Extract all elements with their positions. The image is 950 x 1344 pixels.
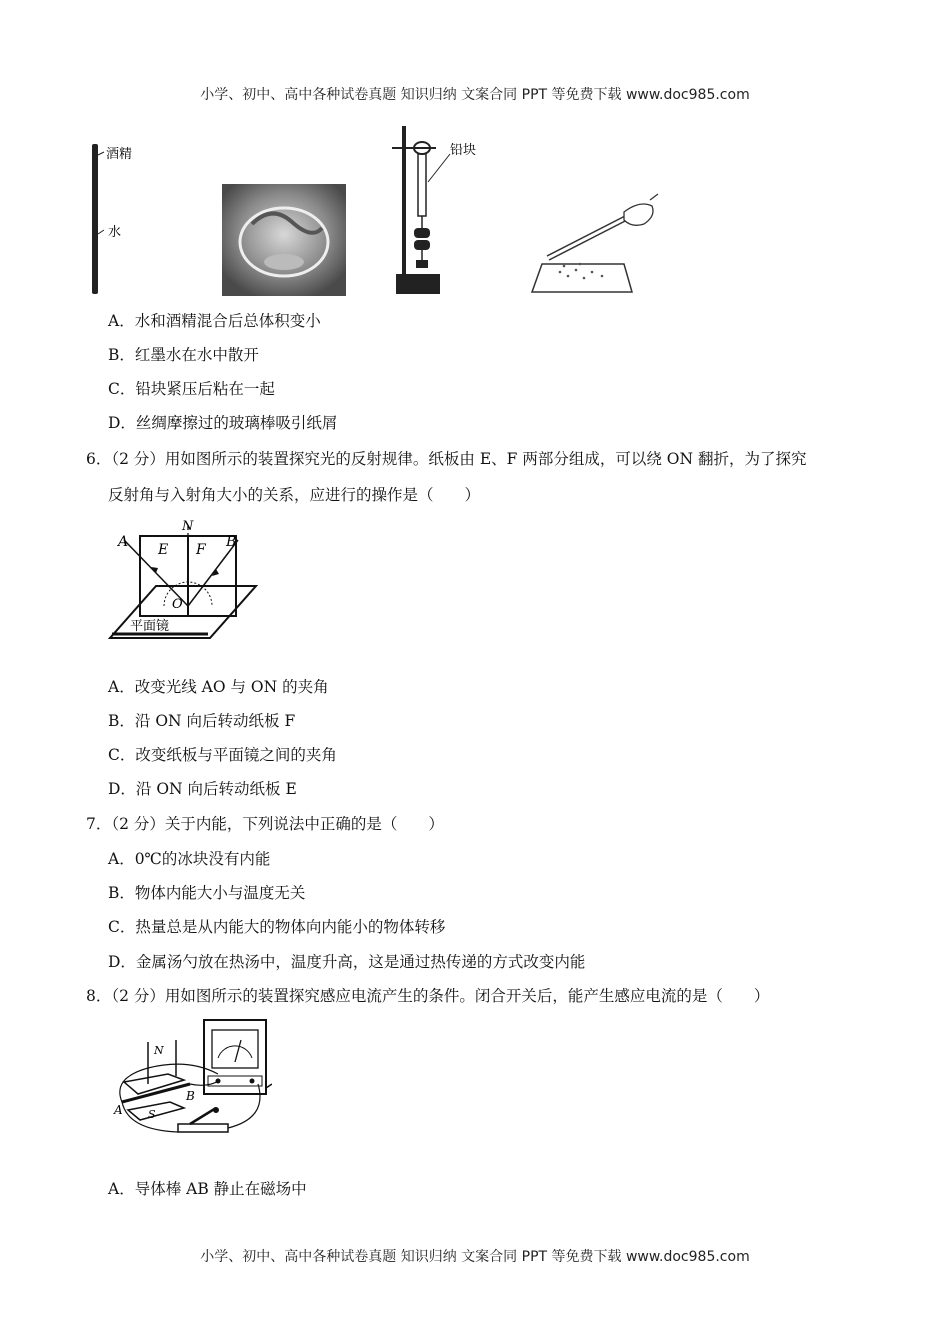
q7-stem: 7．（2 分）关于内能，下列说法中正确的是（ ） [86, 815, 444, 833]
q8-label-n: N [154, 1044, 164, 1057]
q6-label-b: B [226, 534, 237, 550]
q8-option-a: A．导体棒 AB 静止在磁场中 [108, 1180, 307, 1198]
q6-option-a: A．改变光线 AO 与 ON 的夹角 [108, 678, 329, 696]
q6-label-e: E [158, 542, 169, 558]
page-header: 小学、初中、高中各种试卷真题 知识归纳 文案合同 PPT 等免费下载 www.doc985.com [200, 87, 750, 103]
q6-stem-line1: 6．（2 分）用如图所示的装置探究光的反射规律。纸板由 E、F 两部分组成，可以绕 ON 翻折，为了探究 [86, 450, 807, 468]
q6-label-n: N [182, 519, 194, 534]
q5-option-c: C．铅块紧压后粘在一起 [108, 380, 275, 398]
q5-glass-rod-figure [520, 180, 660, 298]
q5-lead-label: 铅块 [450, 143, 477, 158]
q6-option-c: C．改变纸板与平面镜之间的夹角 [108, 746, 337, 764]
q6-label-f: F [196, 542, 206, 558]
q6-stem-line2: 反射角与入射角大小的关系，应进行的操作是（ ） [108, 486, 481, 504]
q6-option-b: B．沿 ON 向后转动纸板 F [108, 712, 296, 730]
q7-option-c: C．热量总是从内能大的物体向内能小的物体转移 [108, 918, 446, 936]
q6-option-d: D．沿 ON 向后转动纸板 E [108, 780, 297, 798]
q7-option-d: D．金属汤勺放在热汤中，温度升高，这是通过热传递的方式改变内能 [108, 953, 586, 971]
q6-label-a: A [118, 534, 129, 550]
q5-tube-figure [84, 138, 144, 298]
page-footer: 小学、初中、高中各种试卷真题 知识归纳 文案合同 PPT 等免费下载 www.doc985.com [200, 1249, 750, 1265]
q6-label-o: O [172, 597, 183, 612]
q5-option-d: D．丝绸摩擦过的玻璃棒吸引纸屑 [108, 414, 338, 432]
q5-option-a: A．水和酒精混合后总体积变小 [108, 312, 321, 330]
q7-option-a: A．0℃的冰块没有内能 [108, 850, 271, 868]
q8-label-s: S [148, 1108, 156, 1121]
q8-label-a: A [114, 1103, 123, 1117]
q5-water-label: 水 [108, 225, 122, 240]
q7-option-b: B．物体内能大小与温度无关 [108, 884, 306, 902]
q5-option-b: B．红墨水在水中散开 [108, 346, 259, 364]
q5-lead-block-figure [388, 124, 498, 298]
q5-alcohol-label: 酒精 [106, 147, 133, 162]
q6-reflection-figure [108, 516, 258, 640]
q8-stem: 8．（2 分）用如图所示的装置探究感应电流产生的条件。闭合开关后，能产生感应电流的是（ ） [86, 987, 770, 1005]
q5-ink-photo [222, 184, 346, 296]
q6-label-mirror: 平面镜 [130, 619, 170, 634]
q8-label-b: B [186, 1089, 195, 1103]
q8-induction-figure [108, 1018, 272, 1140]
